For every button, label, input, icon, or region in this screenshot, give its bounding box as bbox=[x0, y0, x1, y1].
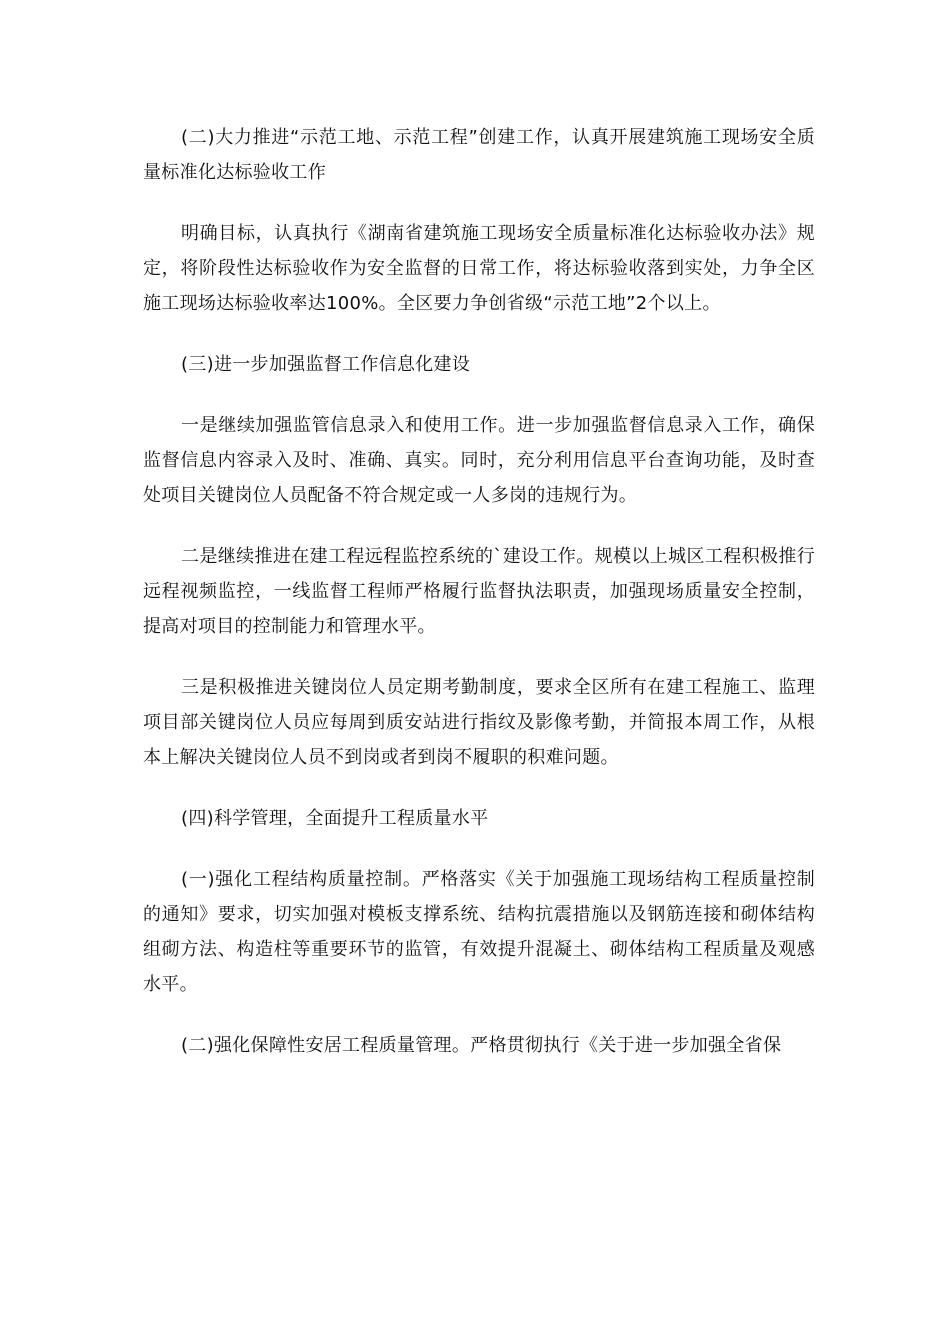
section-heading-4: (四)科学管理，全面提升工程质量水平 bbox=[181, 808, 489, 829]
body-paragraph: (二)强化保障性安居工程质量管理。严格贯彻执行《关于进一步加强全省保 bbox=[181, 1035, 782, 1056]
body-paragraph: 三是积极推进关键岗位人员定期考勤制度，要求全区所有在建工程施工、监理项目部关键岗位人员应每周到质安站进行指纹及影像考勤，并简报本周工作，从根本上解决关键岗位人员不到岗或者到岗不履职的积难问题。 bbox=[143, 677, 815, 768]
document-body bbox=[143, 120, 815, 1089]
body-paragraph: (一)强化工程结构质量控制。严格落实《关于加强施工现场结构工程质量控制的通知》要求，切实加强对模板支撑系统、结构抗震措施以及钢筋连接和砌体结构组砌方法、构造柱等重要环节的监管，有效提升混凝土、砌体结构工程质量及观感水平。 bbox=[143, 869, 815, 995]
body-paragraph: 一是继续加强监管信息录入和使用工作。进一步加强监督信息录入工作，确保监督信息内容录入及时、准确、真实。同时，充分利用信息平台查询功能，及时查处项目关键岗位人员配备不符合规定或一人多岗的违规行为。 bbox=[143, 415, 815, 506]
body-paragraph: 二是继续推进在建工程远程监控系统的`建设工作。规模以上城区工程积极推行远程视频监控，一线监督工程师严格履行监督执法职责，加强现场质量安全控制，提高对项目的控制能力和管理水平。 bbox=[143, 546, 815, 637]
body-paragraph: 明确目标，认真执行《湖南省建筑施工现场安全质量标准化达标验收办法》规定，将阶段性达标验收作为安全监督的日常工作，将达标验收落到实处，力争全区施工现场达标验收率达100%。全区要力争创省级“示范工地”2个以上。 bbox=[143, 223, 815, 314]
section-heading-3: (三)进一步加强监督工作信息化建设 bbox=[181, 354, 471, 375]
section-heading-2: (二)大力推进“示范工地、示范工程”创建工作，认真开展建筑施工现场安全质量标准化达标验收工作 bbox=[143, 127, 815, 183]
